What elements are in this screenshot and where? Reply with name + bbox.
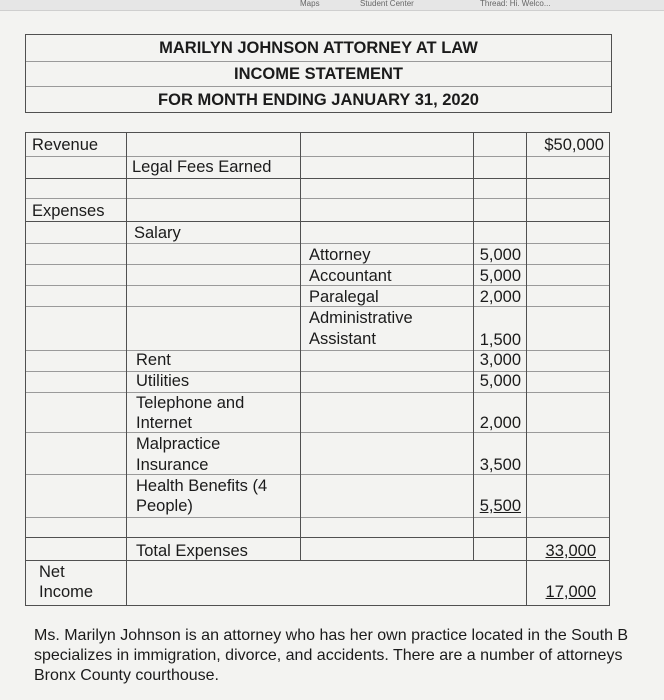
grid-line xyxy=(25,517,610,518)
expense-item-name: Telephone and xyxy=(136,394,245,412)
revenue-label: Revenue xyxy=(32,136,99,154)
net-income-amount: 17,000 xyxy=(545,583,596,601)
period-title: FOR MONTH ENDING JANUARY 31, 2020 xyxy=(158,91,479,109)
expense-item-name: Internet xyxy=(136,414,192,432)
expense-item-name: Malpractice xyxy=(136,435,221,453)
grid-line xyxy=(25,156,610,157)
grid-line xyxy=(25,132,26,605)
company-title: MARILYN JOHNSON ATTORNEY AT LAW xyxy=(159,39,478,57)
salary-item-name: Accountant xyxy=(309,267,392,285)
revenue-total: $50,000 xyxy=(544,136,604,154)
grid-line xyxy=(25,560,610,561)
salary-item-name: Administrative xyxy=(309,309,413,327)
net-income-label: Net xyxy=(39,563,65,581)
expense-item-name: Utilities xyxy=(136,372,190,390)
salary-item-amount: 5,000 xyxy=(479,267,521,285)
grid-line xyxy=(25,198,610,199)
tab-fragment-thread[interactable]: Thread: Hi. Welco... xyxy=(480,0,551,8)
expense-item-amount: 2,000 xyxy=(479,414,521,432)
grid-line xyxy=(25,221,610,222)
grid-line xyxy=(609,132,610,605)
grid-line xyxy=(25,178,610,179)
grid-line xyxy=(25,86,612,87)
expense-item-amount: 3,500 xyxy=(479,456,521,474)
case-paragraph xyxy=(34,626,664,686)
tab-fragment-maps[interactable]: Maps xyxy=(300,0,320,8)
salary-label: Salary xyxy=(134,224,181,242)
expense-item-name: People) xyxy=(136,497,193,515)
grid-line xyxy=(25,112,612,113)
grid-line xyxy=(25,605,610,606)
grid-line xyxy=(25,474,610,475)
paragraph-line: Ms. Marilyn Johnson is an attorney who has her own practice located in the South B xyxy=(34,627,629,644)
grid-line xyxy=(25,243,610,244)
grid-line xyxy=(25,537,610,538)
expenses-label: Expenses xyxy=(32,202,105,220)
grid-line xyxy=(25,34,612,35)
grid-line xyxy=(25,371,610,372)
salary-item-name: Attorney xyxy=(309,246,371,264)
grid-line xyxy=(526,132,527,605)
salary-item-amount: 5,000 xyxy=(479,246,521,264)
expense-item-name: Insurance xyxy=(136,456,209,474)
grid-line xyxy=(300,132,301,560)
grid-line xyxy=(25,392,610,393)
statement-title: INCOME STATEMENT xyxy=(234,65,403,83)
paragraph-line: Bronx County courthouse. xyxy=(34,667,219,684)
salary-item-amount: 1,500 xyxy=(479,331,521,349)
grid-line xyxy=(25,432,610,433)
salary-item-amount: 2,000 xyxy=(479,288,521,306)
legal-fees-label: Legal Fees Earned xyxy=(132,158,272,176)
expense-item-amount: 3,000 xyxy=(479,351,521,369)
paragraph-line: specializes in immigration, divorce, and accidents. There are a number of attorneys xyxy=(34,647,623,664)
grid-line xyxy=(25,61,612,62)
tab-fragment-student-center[interactable]: Student Center xyxy=(360,0,414,8)
salary-item-name: Assistant xyxy=(309,330,376,348)
expense-item-amount: 5,000 xyxy=(479,372,521,390)
grid-line xyxy=(25,132,610,133)
total-expenses-label: Total Expenses xyxy=(136,542,248,560)
grid-line xyxy=(126,132,127,605)
expense-item-name: Health Benefits (4 xyxy=(136,477,268,495)
grid-line xyxy=(25,350,610,351)
net-income-label: Income xyxy=(39,583,94,601)
salary-item-name: Paralegal xyxy=(309,288,379,306)
expense-item-name: Rent xyxy=(136,351,171,369)
total-expenses-amount: 33,000 xyxy=(545,542,596,560)
expense-item-amount: 5,500 xyxy=(479,497,521,515)
